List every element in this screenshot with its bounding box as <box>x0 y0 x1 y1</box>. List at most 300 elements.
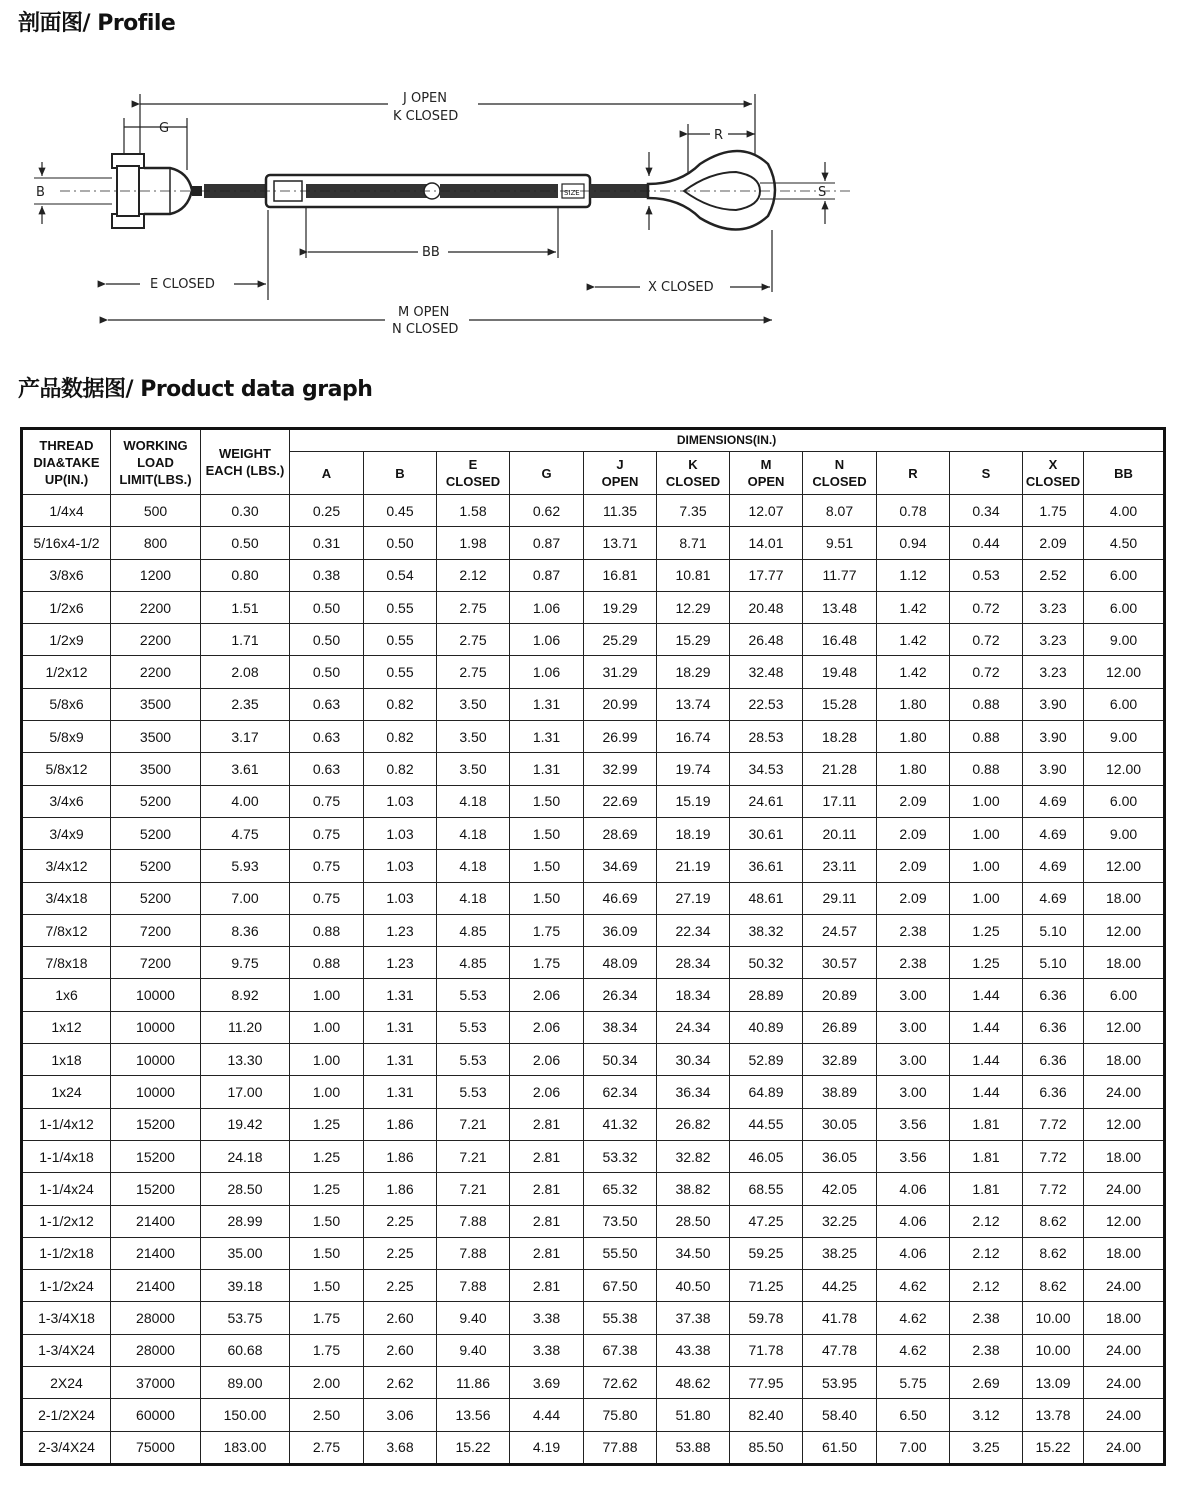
table-cell: 4.44 <box>510 1399 584 1431</box>
table-cell: 3.68 <box>364 1431 437 1464</box>
table-cell: 17.00 <box>201 1076 290 1108</box>
table-cell: 10.81 <box>657 559 730 591</box>
table-cell: 500 <box>111 495 201 527</box>
table-cell: 2.35 <box>201 688 290 720</box>
table-cell: 1.06 <box>510 656 584 688</box>
table-cell: 28.69 <box>584 817 657 849</box>
header-dim-label: G <box>541 465 552 481</box>
table-cell: 3.23 <box>1023 656 1084 688</box>
table-cell: 47.25 <box>730 1205 803 1237</box>
table-cell: 11.20 <box>201 1011 290 1043</box>
table-cell: 55.50 <box>584 1237 657 1269</box>
table-cell: 53.75 <box>201 1302 290 1334</box>
table-cell: 5.75 <box>877 1367 950 1399</box>
table-cell: 0.72 <box>950 624 1023 656</box>
table-cell: 35.00 <box>201 1237 290 1269</box>
table-cell: 150.00 <box>201 1399 290 1431</box>
table-cell: 3.23 <box>1023 624 1084 656</box>
table-cell: 4.06 <box>877 1205 950 1237</box>
table-cell: 22.34 <box>657 914 730 946</box>
table-cell: 3.69 <box>510 1367 584 1399</box>
table-cell: 21.28 <box>803 753 877 785</box>
table-cell: 15200 <box>111 1173 201 1205</box>
table-cell: 53.32 <box>584 1140 657 1172</box>
header-dim-letter: K <box>688 457 698 473</box>
table-cell: 10000 <box>111 979 201 1011</box>
table-cell: 27.19 <box>657 882 730 914</box>
table-cell: 2X24 <box>22 1367 111 1399</box>
table-cell: 2.50 <box>290 1399 364 1431</box>
table-cell: 1.25 <box>290 1108 364 1140</box>
table-cell: 0.54 <box>364 559 437 591</box>
table-cell: 1.00 <box>290 1011 364 1043</box>
table-row <box>22 688 1165 720</box>
table-cell: 8.62 <box>1023 1205 1084 1237</box>
table-cell: 13.30 <box>201 1044 290 1076</box>
table-cell: 59.78 <box>730 1302 803 1334</box>
table-cell: 0.75 <box>290 817 364 849</box>
table-cell: 0.25 <box>290 495 364 527</box>
label-bb: BB <box>422 245 440 260</box>
table-cell: 3.50 <box>437 721 510 753</box>
table-cell: 2.25 <box>364 1237 437 1269</box>
header-dim-k <box>657 452 730 495</box>
table-cell: 1.50 <box>510 817 584 849</box>
table-cell: 1.42 <box>877 656 950 688</box>
table-cell: 0.82 <box>364 753 437 785</box>
table-cell: 2.81 <box>510 1237 584 1269</box>
table-row <box>22 1011 1165 1043</box>
table-cell: 3.90 <box>1023 721 1084 753</box>
table-cell: 3500 <box>111 721 201 753</box>
table-row <box>22 495 1165 527</box>
table-cell: 0.62 <box>510 495 584 527</box>
table-cell: 4.50 <box>1084 527 1165 559</box>
table-cell: 2.06 <box>510 979 584 1011</box>
table-cell: 60.68 <box>201 1334 290 1366</box>
header-dim-b <box>364 452 437 495</box>
table-cell: 4.62 <box>877 1270 950 1302</box>
table-cell: 6.50 <box>877 1399 950 1431</box>
table-cell: 1/4x4 <box>22 495 111 527</box>
table-cell: 0.63 <box>290 721 364 753</box>
table-cell: 36.05 <box>803 1140 877 1172</box>
table-cell: 1.80 <box>877 721 950 753</box>
table-cell: 28.50 <box>201 1173 290 1205</box>
table-cell: 0.72 <box>950 591 1023 623</box>
table-cell: 53.88 <box>657 1431 730 1464</box>
table-cell: 10.00 <box>1023 1334 1084 1366</box>
table-cell: 2.60 <box>364 1334 437 1366</box>
table-cell: 0.53 <box>950 559 1023 591</box>
table-row <box>22 1270 1165 1302</box>
table-cell: 38.82 <box>657 1173 730 1205</box>
table-cell: 3.90 <box>1023 753 1084 785</box>
table-cell: 4.75 <box>201 817 290 849</box>
table-cell: 32.99 <box>584 753 657 785</box>
table-cell: 3.17 <box>201 721 290 753</box>
table-row <box>22 1044 1165 1076</box>
table-cell: 1.75 <box>290 1334 364 1366</box>
table-row <box>22 1173 1165 1205</box>
table-cell: 77.88 <box>584 1431 657 1464</box>
table-row <box>22 753 1165 785</box>
label-b: B <box>36 185 45 200</box>
table-cell: 0.63 <box>290 688 364 720</box>
table-cell: 18.00 <box>1084 1237 1165 1269</box>
table-cell: 3500 <box>111 753 201 785</box>
table-cell: 43.38 <box>657 1334 730 1366</box>
table-cell: 19.74 <box>657 753 730 785</box>
table-cell: 2.75 <box>437 656 510 688</box>
table-cell: 1.50 <box>290 1270 364 1302</box>
table-cell: 7200 <box>111 914 201 946</box>
table-cell: 1.42 <box>877 591 950 623</box>
table-cell: 3.50 <box>437 753 510 785</box>
table-cell: 0.45 <box>364 495 437 527</box>
table-cell: 2.38 <box>877 947 950 979</box>
table-cell: 65.32 <box>584 1173 657 1205</box>
table-cell: 7.00 <box>201 882 290 914</box>
table-cell: 16.81 <box>584 559 657 591</box>
table-cell: 32.89 <box>803 1044 877 1076</box>
table-cell: 26.48 <box>730 624 803 656</box>
table-cell: 24.00 <box>1084 1270 1165 1302</box>
section-title-product-data: 产品数据图/ Product data graph <box>18 377 373 402</box>
table-cell: 7.72 <box>1023 1108 1084 1140</box>
table-cell: 7.21 <box>437 1173 510 1205</box>
table-row <box>22 527 1165 559</box>
table-cell: 18.00 <box>1084 882 1165 914</box>
table-cell: 1/2x12 <box>22 656 111 688</box>
table-cell: 7.88 <box>437 1270 510 1302</box>
table-cell: 0.55 <box>364 656 437 688</box>
table-cell: 12.00 <box>1084 914 1165 946</box>
table-cell: 7.00 <box>877 1431 950 1464</box>
table-cell: 4.00 <box>1084 495 1165 527</box>
label-n-closed: N CLOSED <box>392 322 459 337</box>
table-cell: 8.62 <box>1023 1270 1084 1302</box>
table-cell: 3.00 <box>877 1044 950 1076</box>
table-cell: 2.52 <box>1023 559 1084 591</box>
header-working-load: WORKING LOAD LIMIT(LBS.) <box>111 429 201 495</box>
table-cell: 0.44 <box>950 527 1023 559</box>
table-cell: 37000 <box>111 1367 201 1399</box>
table-cell: 4.69 <box>1023 850 1084 882</box>
table-cell: 62.34 <box>584 1076 657 1108</box>
table-cell: 31.29 <box>584 656 657 688</box>
table-cell: 85.50 <box>730 1431 803 1464</box>
table-cell: 9.40 <box>437 1334 510 1366</box>
table-row <box>22 624 1165 656</box>
table-cell: 26.89 <box>803 1011 877 1043</box>
header-dim-n <box>803 452 877 495</box>
table-cell: 1.50 <box>290 1205 364 1237</box>
table-cell: 89.00 <box>201 1367 290 1399</box>
table-cell: 0.63 <box>290 753 364 785</box>
table-cell: 2200 <box>111 624 201 656</box>
table-cell: 18.00 <box>1084 1302 1165 1334</box>
header-dim-label: OPEN <box>747 474 785 490</box>
table-cell: 12.00 <box>1084 1011 1165 1043</box>
table-cell: 2.06 <box>510 1076 584 1108</box>
table-cell: 6.00 <box>1084 559 1165 591</box>
table-cell: 32.82 <box>657 1140 730 1172</box>
table-cell: 8.71 <box>657 527 730 559</box>
table-cell: 4.06 <box>877 1173 950 1205</box>
table-cell: 10000 <box>111 1044 201 1076</box>
table-cell: 36.09 <box>584 914 657 946</box>
table-cell: 11.86 <box>437 1367 510 1399</box>
table-cell: 7.72 <box>1023 1140 1084 1172</box>
table-cell: 1-3/4X18 <box>22 1302 111 1334</box>
header-dim-letter: X <box>1048 457 1058 473</box>
table-cell: 1.81 <box>950 1140 1023 1172</box>
table-cell: 12.00 <box>1084 850 1165 882</box>
table-cell: 1.31 <box>364 1076 437 1108</box>
table-cell: 5200 <box>111 882 201 914</box>
table-cell: 37.38 <box>657 1302 730 1334</box>
table-cell: 0.34 <box>950 495 1023 527</box>
table-cell: 47.78 <box>803 1334 877 1366</box>
table-cell: 0.50 <box>290 591 364 623</box>
table-cell: 2.12 <box>950 1270 1023 1302</box>
label-j-open: J OPEN <box>403 91 447 106</box>
table-cell: 15.22 <box>1023 1431 1084 1464</box>
table-cell: 17.77 <box>730 559 803 591</box>
table-cell: 5.53 <box>437 1011 510 1043</box>
table-cell: 24.00 <box>1084 1076 1165 1108</box>
table-row <box>22 1399 1165 1431</box>
table-cell: 8.92 <box>201 979 290 1011</box>
table-cell: 1-3/4X24 <box>22 1334 111 1366</box>
table-cell: 2.09 <box>877 785 950 817</box>
table-cell: 2-1/2X24 <box>22 1399 111 1431</box>
table-cell: 6.36 <box>1023 1011 1084 1043</box>
table-cell: 1-1/2x18 <box>22 1237 111 1269</box>
table-cell: 10000 <box>111 1011 201 1043</box>
table-cell: 21.19 <box>657 850 730 882</box>
table-cell: 0.87 <box>510 559 584 591</box>
table-row <box>22 817 1165 849</box>
table-row <box>22 947 1165 979</box>
table-cell: 29.11 <box>803 882 877 914</box>
table-cell: 1-1/2x12 <box>22 1205 111 1237</box>
table-cell: 2.38 <box>950 1334 1023 1366</box>
table-cell: 2200 <box>111 591 201 623</box>
table-cell: 18.00 <box>1084 1044 1165 1076</box>
table-cell: 4.85 <box>437 914 510 946</box>
table-cell: 1.86 <box>364 1140 437 1172</box>
table-cell: 12.29 <box>657 591 730 623</box>
table-cell: 40.89 <box>730 1011 803 1043</box>
table-cell: 61.50 <box>803 1431 877 1464</box>
table-cell: 2.81 <box>510 1205 584 1237</box>
table-cell: 1.25 <box>290 1140 364 1172</box>
table-row <box>22 979 1165 1011</box>
table-cell: 3.38 <box>510 1302 584 1334</box>
table-cell: 3.50 <box>437 688 510 720</box>
table-cell: 64.89 <box>730 1076 803 1108</box>
table-cell: 28.34 <box>657 947 730 979</box>
table-cell: 1.50 <box>290 1237 364 1269</box>
table-cell: 1.12 <box>877 559 950 591</box>
table-cell: 19.29 <box>584 591 657 623</box>
table-cell: 12.00 <box>1084 753 1165 785</box>
table-cell: 30.57 <box>803 947 877 979</box>
table-cell: 0.80 <box>201 559 290 591</box>
table-cell: 1.03 <box>364 882 437 914</box>
table-cell: 4.69 <box>1023 882 1084 914</box>
table-cell: 48.62 <box>657 1367 730 1399</box>
table-cell: 30.61 <box>730 817 803 849</box>
table-cell: 1.25 <box>290 1173 364 1205</box>
table-cell: 60000 <box>111 1399 201 1431</box>
table-cell: 3/4x6 <box>22 785 111 817</box>
table-cell: 0.31 <box>290 527 364 559</box>
table-cell: 53.95 <box>803 1367 877 1399</box>
table-cell: 1.80 <box>877 688 950 720</box>
table-cell: 3.23 <box>1023 591 1084 623</box>
table-cell: 20.11 <box>803 817 877 849</box>
table-cell: 4.19 <box>510 1431 584 1464</box>
table-cell: 0.88 <box>950 753 1023 785</box>
table-cell: 0.82 <box>364 688 437 720</box>
table-cell: 15.29 <box>657 624 730 656</box>
table-cell: 2.08 <box>201 656 290 688</box>
table-cell: 0.55 <box>364 624 437 656</box>
table-cell: 5.53 <box>437 979 510 1011</box>
table-cell: 6.00 <box>1084 785 1165 817</box>
header-dim-m <box>730 452 803 495</box>
table-cell: 2.00 <box>290 1367 364 1399</box>
table-cell: 4.18 <box>437 882 510 914</box>
table-cell: 24.00 <box>1084 1334 1165 1366</box>
table-cell: 48.09 <box>584 947 657 979</box>
table-cell: 24.34 <box>657 1011 730 1043</box>
table-cell: 3.90 <box>1023 688 1084 720</box>
table-cell: 0.38 <box>290 559 364 591</box>
table-cell: 0.50 <box>290 656 364 688</box>
table-cell: 1.06 <box>510 591 584 623</box>
table-cell: 1.00 <box>950 785 1023 817</box>
table-cell: 44.55 <box>730 1108 803 1140</box>
table-cell: 8.07 <box>803 495 877 527</box>
table-cell: 3/4x18 <box>22 882 111 914</box>
table-cell: 1.75 <box>510 914 584 946</box>
table-cell: 38.34 <box>584 1011 657 1043</box>
table-cell: 1200 <box>111 559 201 591</box>
table-cell: 2.12 <box>950 1205 1023 1237</box>
table-cell: 7.35 <box>657 495 730 527</box>
table-cell: 28.53 <box>730 721 803 753</box>
table-cell: 6.36 <box>1023 1044 1084 1076</box>
table-cell: 24.61 <box>730 785 803 817</box>
table-cell: 1.58 <box>437 495 510 527</box>
table-cell: 10.00 <box>1023 1302 1084 1334</box>
label-e-closed: E CLOSED <box>150 277 215 292</box>
label-k-closed: K CLOSED <box>393 109 459 124</box>
table-cell: 1.86 <box>364 1108 437 1140</box>
table-cell: 1-1/2x24 <box>22 1270 111 1302</box>
table-cell: 2.09 <box>877 882 950 914</box>
table-cell: 46.69 <box>584 882 657 914</box>
table-cell: 6.00 <box>1084 979 1165 1011</box>
table-cell: 26.99 <box>584 721 657 753</box>
table-cell: 5/8x9 <box>22 721 111 753</box>
label-r: R <box>714 128 724 143</box>
table-cell: 3.06 <box>364 1399 437 1431</box>
header-dim-letter: J <box>616 457 624 473</box>
table-cell: 44.25 <box>803 1270 877 1302</box>
table-cell: 4.18 <box>437 785 510 817</box>
table-cell: 8.36 <box>201 914 290 946</box>
table-cell: 4.69 <box>1023 817 1084 849</box>
table-cell: 21400 <box>111 1237 201 1269</box>
table-cell: 2.06 <box>510 1044 584 1076</box>
table-cell: 9.51 <box>803 527 877 559</box>
table-cell: 1-1/4x18 <box>22 1140 111 1172</box>
table-cell: 2.06 <box>510 1011 584 1043</box>
table-row <box>22 850 1165 882</box>
header-dim-label: CLOSED <box>812 474 867 490</box>
table-cell: 13.56 <box>437 1399 510 1431</box>
table-cell: 2.12 <box>950 1237 1023 1269</box>
table-cell: 0.87 <box>510 527 584 559</box>
table-row <box>22 721 1165 753</box>
table-cell: 41.32 <box>584 1108 657 1140</box>
table-cell: 1/2x9 <box>22 624 111 656</box>
table-cell: 2.62 <box>364 1367 437 1399</box>
table-cell: 36.34 <box>657 1076 730 1108</box>
table-cell: 7.72 <box>1023 1173 1084 1205</box>
table-cell: 0.55 <box>364 591 437 623</box>
table-cell: 48.61 <box>730 882 803 914</box>
table-cell: 4.62 <box>877 1334 950 1366</box>
table-cell: 2.38 <box>877 914 950 946</box>
table-cell: 6.36 <box>1023 1076 1084 1108</box>
table-cell: 28000 <box>111 1334 201 1366</box>
table-cell: 5.53 <box>437 1076 510 1108</box>
table-cell: 68.55 <box>730 1173 803 1205</box>
table-cell: 6.00 <box>1084 591 1165 623</box>
product-data-table <box>20 427 1166 1466</box>
table-cell: 32.48 <box>730 656 803 688</box>
table-cell: 3/4x12 <box>22 850 111 882</box>
table-cell: 23.11 <box>803 850 877 882</box>
table-cell: 7200 <box>111 947 201 979</box>
table-cell: 1.00 <box>290 979 364 1011</box>
table-cell: 2-3/4X24 <box>22 1431 111 1464</box>
table-cell: 16.48 <box>803 624 877 656</box>
header-dim-label: CLOSED <box>665 474 721 490</box>
table-cell: 24.00 <box>1084 1399 1165 1431</box>
table-cell: 73.50 <box>584 1205 657 1237</box>
table-cell: 1.50 <box>510 850 584 882</box>
table-row <box>22 1205 1165 1237</box>
table-cell: 1.31 <box>510 721 584 753</box>
table-cell: 1.98 <box>437 527 510 559</box>
table-cell: 38.25 <box>803 1237 877 1269</box>
table-cell: 16.74 <box>657 721 730 753</box>
table-cell: 2.81 <box>510 1108 584 1140</box>
table-cell: 67.50 <box>584 1270 657 1302</box>
table-cell: 2.75 <box>437 624 510 656</box>
table-cell: 9.00 <box>1084 721 1165 753</box>
table-cell: 71.25 <box>730 1270 803 1302</box>
section-title-profile: 剖面图/ Profile <box>18 11 176 36</box>
label-g: G <box>159 121 170 136</box>
